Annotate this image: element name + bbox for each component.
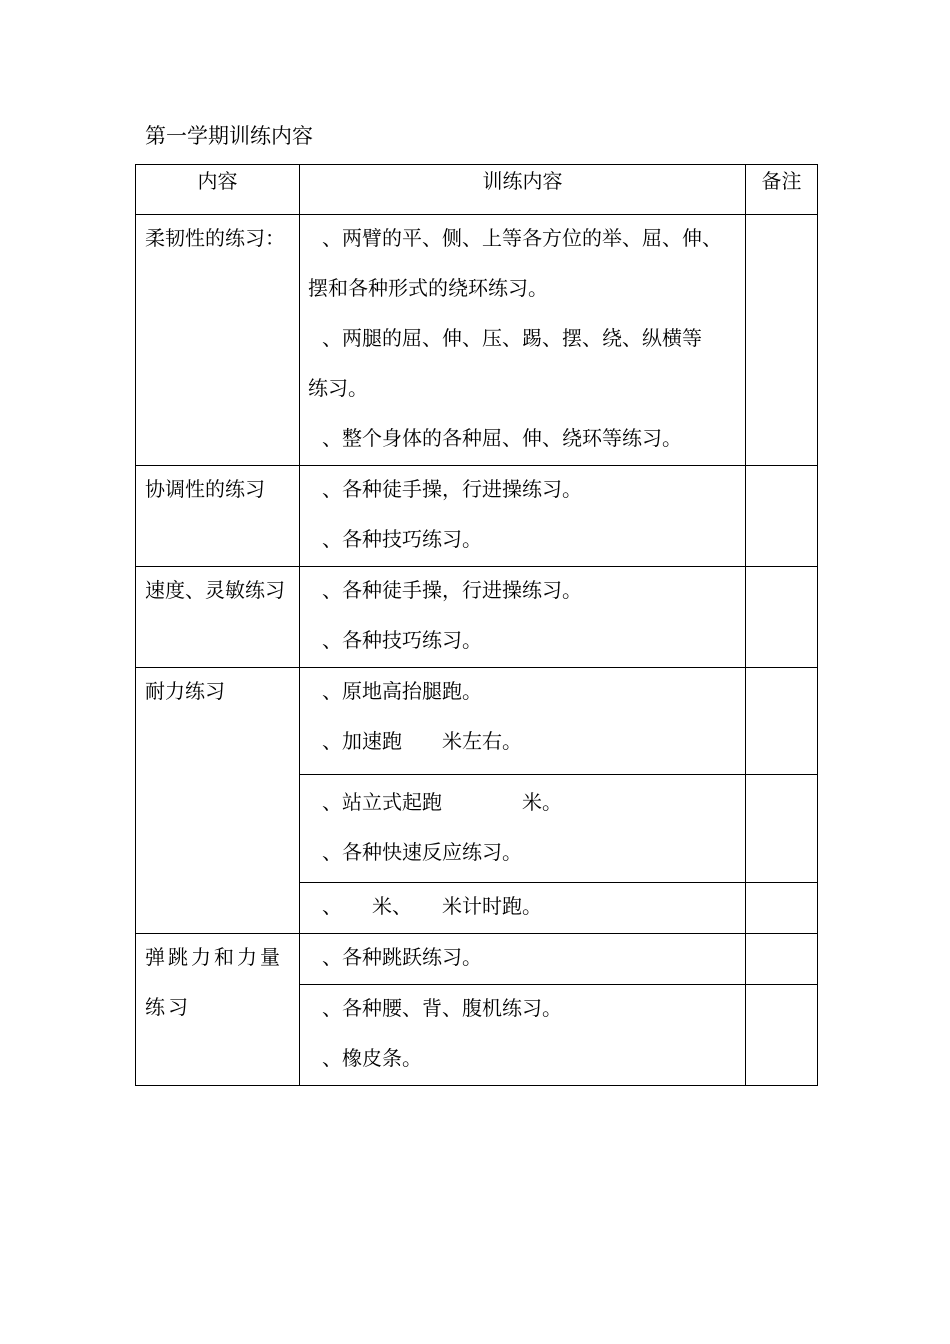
- category-cell: [136, 668, 300, 934]
- table-row: [136, 215, 818, 466]
- content-line: 、整个身体的各种屈、伸、绕环等练习。: [322, 426, 682, 450]
- content-line: 、各种跳跃练习。: [322, 945, 482, 969]
- training-table: [135, 164, 818, 1086]
- category-coordination: 协调性的练习: [145, 477, 265, 501]
- remarks-cell: [746, 466, 818, 567]
- category-flexibility: 柔韧性的练习：: [145, 226, 285, 250]
- table-row: [136, 668, 818, 775]
- content-line: 、各种技巧练习。: [322, 628, 482, 652]
- table-row: [136, 466, 818, 567]
- remarks-cell: [746, 985, 818, 1086]
- content-line: 、各种快速反应练习。: [322, 840, 522, 864]
- content-line: 、站立式起跑 米。: [322, 790, 562, 814]
- content-line: 、各种徒手操，行进操练习。: [322, 578, 582, 602]
- page-title: 第一学期训练内容: [145, 124, 313, 148]
- content-line: 、各种徒手操，行进操练习。: [322, 477, 582, 501]
- remarks-cell: [746, 215, 818, 466]
- table-row: [136, 934, 818, 985]
- content-line: 练习。: [308, 376, 368, 400]
- category-jumping: 弹跳力和力量: [145, 945, 283, 969]
- category-cell: [136, 934, 300, 1086]
- header-content: 内容: [136, 165, 300, 215]
- remarks-cell: [746, 668, 818, 775]
- content-line: 摆和各种形式的绕环练习。: [308, 276, 548, 300]
- category-jumping-cont: 练习: [145, 995, 191, 1019]
- category-endurance: 耐力练习: [145, 679, 225, 703]
- remarks-cell: [746, 934, 818, 985]
- content-cell: [300, 567, 746, 668]
- content-line: 、橡皮条。: [322, 1046, 422, 1070]
- content-cell: [300, 668, 746, 775]
- content-cell: [300, 883, 746, 934]
- content-line: 、各种技巧练习。: [322, 527, 482, 551]
- category-cell: [136, 215, 300, 466]
- content-line: 、原地高抬腿跑。: [322, 679, 482, 703]
- content-cell: [300, 466, 746, 567]
- content-line: 、 米、 米计时跑。: [322, 894, 542, 918]
- remarks-cell: [746, 567, 818, 668]
- header-training-content: 训练内容: [300, 165, 746, 215]
- content-cell: [300, 775, 746, 883]
- remarks-cell: [746, 775, 818, 883]
- content-line: 、加速跑 米左右。: [322, 729, 522, 753]
- content-line: 、两腿的屈、伸、压、踢、摆、绕、纵横等: [322, 326, 702, 350]
- table-row: [136, 567, 818, 668]
- category-cell: [136, 466, 300, 567]
- remarks-cell: [746, 883, 818, 934]
- table-header-row: [136, 165, 818, 215]
- content-line: 、两臂的平、侧、上等各方位的举、屈、伸、: [322, 226, 722, 250]
- header-remarks: 备注: [746, 165, 818, 215]
- category-cell: [136, 567, 300, 668]
- content-cell: [300, 215, 746, 466]
- content-line: 、各种腰、背、腹机练习。: [322, 996, 562, 1020]
- category-speed: 速度、灵敏练习: [145, 578, 285, 602]
- content-cell: [300, 934, 746, 985]
- content-cell: [300, 985, 746, 1086]
